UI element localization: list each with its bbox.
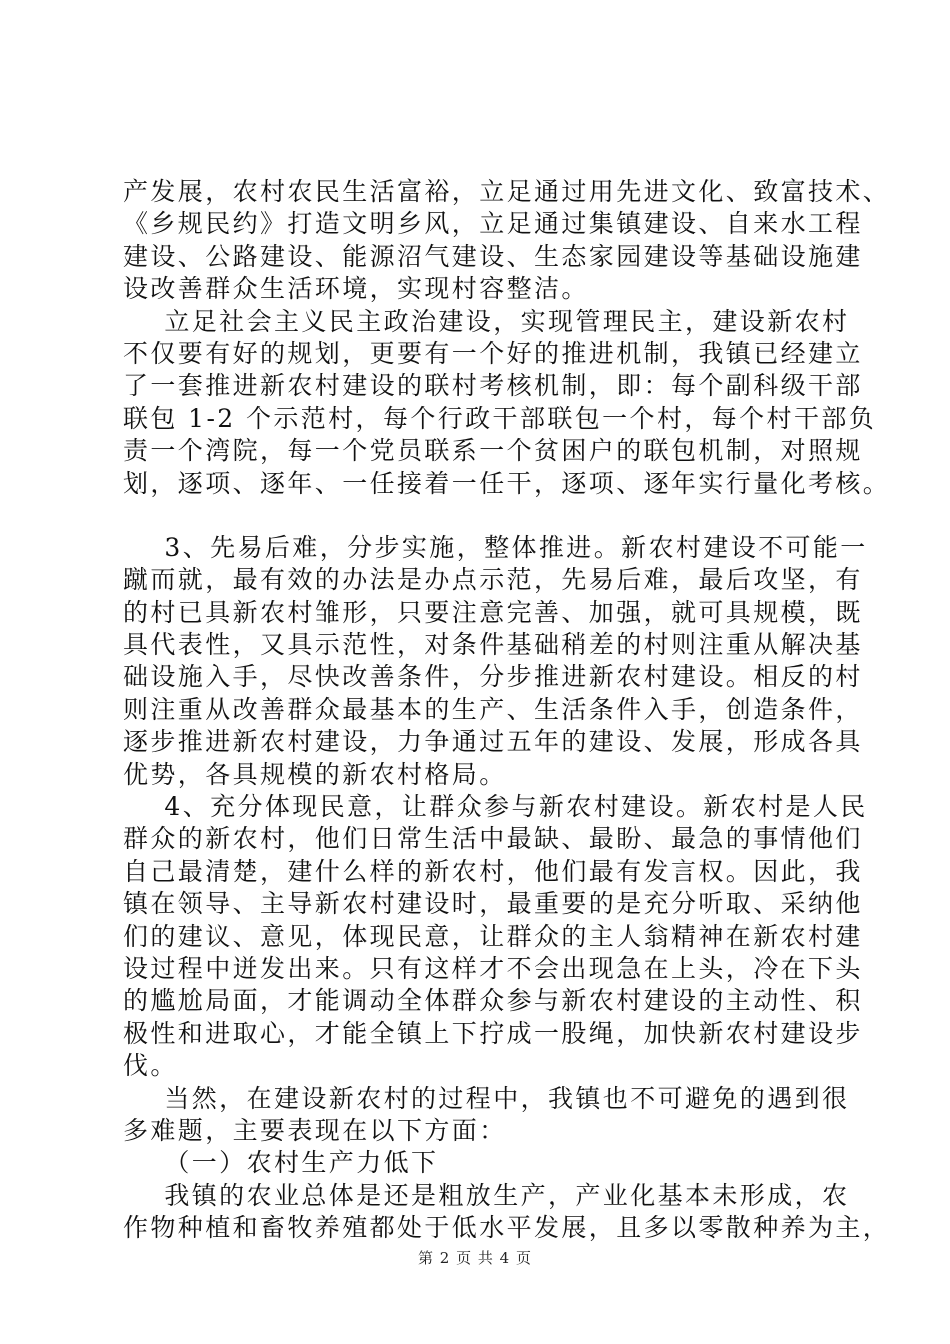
text-line: 多难题，主要表现在以下方面： [123, 1115, 507, 1145]
text-line: 优势，各具规模的新农村格局。 [123, 759, 507, 789]
text-line: 具代表性，又具示范性，对条件基础稍差的村则注重从解决基 [123, 630, 863, 660]
text-line: 立足社会主义民主政治建设，实现管理民主，建设新农村 [123, 306, 850, 336]
text-line: 镇在领导、主导新农村建设时，最重要的是充分听取、采纳他 [123, 889, 863, 919]
text-line: 3、先易后难，分步实施，整体推进。新农村建设不可能一 [123, 532, 868, 562]
text-line: 《乡规民约》打造文明乡风，立足通过集镇建设、自来水工程 [123, 209, 863, 239]
text-line: 极性和进取心，才能全镇上下拧成一股绳，加快新农村建设步 [123, 1018, 863, 1048]
text-line: （一）农村生产力低下 [123, 1148, 439, 1178]
document-body [123, 176, 891, 1245]
text-line: 础设施入手，尽快改善条件，分步推进新农村建设。相反的村 [123, 662, 863, 692]
text-line: 们的建议、意见，体现民意，让群众的主人翁精神在新农村建 [123, 921, 863, 951]
text-line: 设改善群众生活环境，实现村容整洁。 [123, 274, 589, 304]
text-line: 蹴而就，最有效的办法是办点示范，先易后难，最后攻坚，有 [123, 565, 863, 595]
text-line: 了一套推进新农村建设的联村考核机制，即：每个副科级干部 [123, 371, 863, 401]
text-line: 自己最清楚，建什么样的新农村，他们最有发言权。因此，我 [123, 856, 863, 886]
text-line: 产发展，农村农民生活富裕，立足通过用先进文化、致富技术、 [123, 177, 891, 206]
text-line: 作物种植和畜牧养殖都处于低水平发展，且多以零散种养为主， [123, 1213, 891, 1243]
text-line: 逐步推进新农村建设，力争通过五年的建设、发展，形成各具 [123, 727, 863, 757]
text-line: 4、充分体现民意，让群众参与新农村建设。新农村是人民 [123, 792, 868, 822]
page-footer: 第 2 页 共 4 页 [418, 1249, 532, 1267]
text-line: 群众的新农村，他们日常生活中最缺、最盼、最急的事情他们 [123, 824, 863, 854]
text-line: 当然，在建设新农村的过程中，我镇也不可避免的遇到很 [123, 1083, 850, 1113]
text-line: 联包 1-2 个示范村，每个行政干部联包一个村，每个村干部负 [123, 403, 877, 433]
text-line: 则注重从改善群众最基本的生产、生活条件入手，创造条件， [123, 694, 863, 724]
paragraph-gap [123, 500, 833, 532]
text-line: 的尴尬局面，才能调动全体群众参与新农村建设的主动性、积 [123, 986, 863, 1016]
text-line: 伐。 [123, 1051, 178, 1081]
text-line: 责一个湾院，每一个党员联系一个贫困户的联包机制，对照规 [123, 436, 863, 466]
text-line: 设过程中迸发出来。只有这样才不会出现急在上头，冷在下头 [123, 953, 863, 983]
text-line: 不仅要有好的规划，更要有一个好的推进机制，我镇已经建立 [123, 338, 863, 368]
text-line: 划，逐项、逐年、一任接着一任干，逐项、逐年实行量化考核。 [123, 468, 891, 498]
text-line: 建设、公路建设、能源沼气建设、生态家园建设等基础设施建 [123, 241, 863, 271]
text-line: 我镇的农业总体是还是粗放生产，产业化基本未形成，农 [123, 1180, 850, 1210]
text-line: 的村已具新农村雏形，只要注意完善、加强，就可具规模，既 [123, 597, 863, 627]
